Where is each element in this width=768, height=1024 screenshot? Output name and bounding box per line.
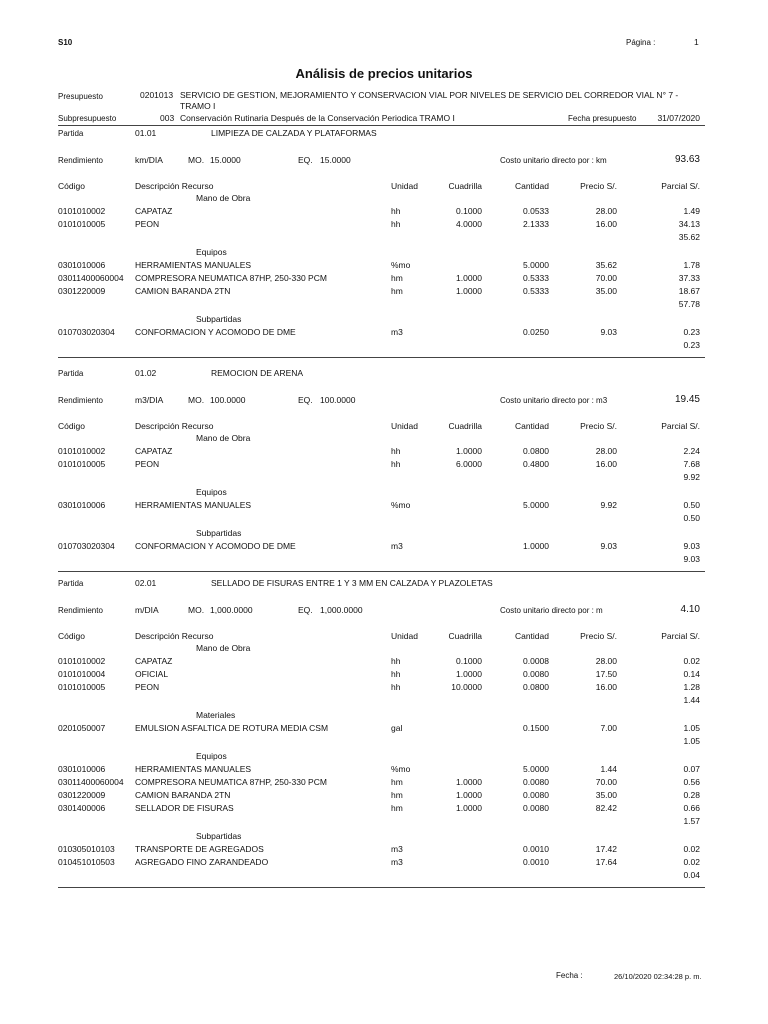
row-unit: hh xyxy=(391,459,401,469)
group-subtotal: 1.57 xyxy=(683,816,700,826)
row-cuadrilla: 4.0000 xyxy=(456,219,482,229)
column-header-cantidad: Cantidad xyxy=(514,181,549,191)
eq-label: EQ. xyxy=(298,605,313,615)
column-header-cuadrilla: Cuadrilla xyxy=(448,631,482,641)
row-parcial: 1.28 xyxy=(683,682,700,692)
row-description: CAPATAZ xyxy=(135,656,173,666)
rendimiento-label: Rendimiento xyxy=(58,606,103,615)
header-divider xyxy=(58,125,705,126)
row-code: 0301400006 xyxy=(58,803,106,813)
group-name: Mano de Obra xyxy=(196,643,251,653)
row-description: COMPRESORA NEUMATICA 87HP, 250-330 PCM xyxy=(135,273,327,283)
row-unit: m3 xyxy=(391,327,403,337)
row-cuadrilla: 0.1000 xyxy=(456,206,482,216)
column-header-cantidad: Cantidad xyxy=(514,421,549,431)
row-parcial: 0.28 xyxy=(683,790,700,800)
row-description: PEON xyxy=(135,682,160,692)
row-code: 010703020304 xyxy=(58,541,115,551)
row-precio: 35.62 xyxy=(595,260,617,270)
group-subtotal: 0.23 xyxy=(683,340,700,350)
row-precio: 16.00 xyxy=(595,459,617,469)
row-parcial: 0.56 xyxy=(683,777,700,787)
row-unit: m3 xyxy=(391,844,403,854)
group-subtotal: 57.78 xyxy=(678,299,700,309)
partida-label: Partida xyxy=(58,129,84,138)
column-header-unidad: Unidad xyxy=(391,631,418,641)
rendimiento-unit: m/DIA xyxy=(135,605,159,615)
row-description: HERRAMIENTAS MANUALES xyxy=(135,500,252,510)
eq-value: 100.0000 xyxy=(320,395,356,405)
mo-label: MO. xyxy=(188,155,205,165)
row-parcial: 0.02 xyxy=(683,857,700,867)
row-code: 0301010006 xyxy=(58,260,106,270)
row-description: SELLADOR DE FISURAS xyxy=(135,803,234,813)
partida-divider xyxy=(58,357,705,358)
eq-label: EQ. xyxy=(298,155,313,165)
row-code: 0201050007 xyxy=(58,723,106,733)
row-description: PEON xyxy=(135,459,160,469)
row-precio: 16.00 xyxy=(595,682,617,692)
row-cantidad: 5.0000 xyxy=(523,764,549,774)
row-precio: 28.00 xyxy=(595,446,617,456)
row-cuadrilla: 1.0000 xyxy=(456,669,482,679)
row-description: AGREGADO FINO ZARANDEADO xyxy=(135,857,269,867)
row-precio: 35.00 xyxy=(595,790,617,800)
group-name: Mano de Obra xyxy=(196,433,251,443)
row-unit: %mo xyxy=(391,500,411,510)
partida-divider xyxy=(58,571,705,572)
row-unit: hh xyxy=(391,446,401,456)
row-cantidad: 0.0080 xyxy=(523,669,549,679)
column-header-descripcion: Descripción Recurso xyxy=(135,421,214,431)
row-code: 0101010004 xyxy=(58,669,106,679)
row-precio: 7.00 xyxy=(600,723,617,733)
row-code: 0301220009 xyxy=(58,286,106,296)
row-unit: hh xyxy=(391,682,401,692)
group-name: Materiales xyxy=(196,710,236,720)
row-cuadrilla: 6.0000 xyxy=(456,459,482,469)
group-subtotal: 9.92 xyxy=(683,472,700,482)
row-cantidad: 0.0010 xyxy=(523,844,549,854)
row-parcial: 0.14 xyxy=(683,669,700,679)
row-unit: hm xyxy=(391,273,403,283)
row-cantidad: 0.0533 xyxy=(523,206,549,216)
row-description: HERRAMIENTAS MANUALES xyxy=(135,764,252,774)
row-parcial: 1.49 xyxy=(683,206,700,216)
group-subtotal: 1.05 xyxy=(683,736,700,746)
row-parcial: 0.02 xyxy=(683,844,700,854)
group-name: Mano de Obra xyxy=(196,193,251,203)
row-precio: 17.50 xyxy=(595,669,617,679)
software-label: S10 xyxy=(58,38,73,47)
presupuesto-description-line2: TRAMO I xyxy=(180,101,216,111)
row-description: HERRAMIENTAS MANUALES xyxy=(135,260,252,270)
column-header-codigo: Código xyxy=(58,181,85,191)
row-precio: 70.00 xyxy=(595,273,617,283)
row-code: 0301220009 xyxy=(58,790,106,800)
group-name: Subpartidas xyxy=(196,831,242,841)
costo-unitario-value: 4.10 xyxy=(680,604,700,615)
row-parcial: 0.07 xyxy=(683,764,700,774)
mo-value: 1,000.0000 xyxy=(210,605,253,615)
row-precio: 9.03 xyxy=(600,541,617,551)
row-cuadrilla: 1.0000 xyxy=(456,286,482,296)
column-header-parcial: Parcial S/. xyxy=(661,421,700,431)
column-header-cuadrilla: Cuadrilla xyxy=(448,181,482,191)
group-name: Equipos xyxy=(196,751,227,761)
group-subtotal: 0.50 xyxy=(683,513,700,523)
row-unit: hh xyxy=(391,219,401,229)
row-parcial: 0.23 xyxy=(683,327,700,337)
row-precio: 17.42 xyxy=(595,844,617,854)
column-header-descripcion: Descripción Recurso xyxy=(135,631,214,641)
row-precio: 17.64 xyxy=(595,857,617,867)
row-code: 010451010503 xyxy=(58,857,115,867)
costo-unitario-value: 93.63 xyxy=(674,154,700,165)
row-code: 0301010006 xyxy=(58,500,106,510)
column-header-codigo: Código xyxy=(58,421,85,431)
row-cuadrilla: 0.1000 xyxy=(456,656,482,666)
row-unit: m3 xyxy=(391,857,403,867)
row-code: 03011400060004 xyxy=(58,273,124,283)
mo-label: MO. xyxy=(188,395,205,405)
presupuesto-description: SERVICIO DE GESTION, MEJORAMIENTO Y CONSERVACION VIAL POR NIVELES DE SERVICIO DEL CORREDOR VIAL N° 7 - xyxy=(180,90,679,100)
costo-unitario-label: Costo unitario directo por : m xyxy=(500,606,603,615)
row-parcial: 9.03 xyxy=(683,541,700,551)
rendimiento-unit: km/DIA xyxy=(135,155,163,165)
row-cantidad: 0.0008 xyxy=(523,656,549,666)
row-precio: 16.00 xyxy=(595,219,617,229)
row-description: CAPATAZ xyxy=(135,206,173,216)
partida-label: Partida xyxy=(58,369,84,378)
row-precio: 9.03 xyxy=(600,327,617,337)
row-cantidad: 0.0080 xyxy=(523,777,549,787)
row-cantidad: 0.0080 xyxy=(523,790,549,800)
row-precio: 28.00 xyxy=(595,206,617,216)
row-cantidad: 0.5333 xyxy=(523,286,549,296)
row-unit: hm xyxy=(391,777,403,787)
row-cantidad: 5.0000 xyxy=(523,500,549,510)
row-parcial: 2.24 xyxy=(683,446,700,456)
row-precio: 70.00 xyxy=(595,777,617,787)
row-cantidad: 0.0250 xyxy=(523,327,549,337)
group-name: Equipos xyxy=(196,247,227,257)
group-name: Subpartidas xyxy=(196,528,242,538)
row-parcial: 34.13 xyxy=(678,219,700,229)
row-cantidad: 0.1500 xyxy=(523,723,549,733)
column-header-precio: Precio S/. xyxy=(580,421,617,431)
row-cantidad: 0.0800 xyxy=(523,446,549,456)
row-code: 0101010002 xyxy=(58,656,106,666)
group-subtotal: 35.62 xyxy=(678,232,700,242)
column-header-parcial: Parcial S/. xyxy=(661,631,700,641)
row-precio: 82.42 xyxy=(595,803,617,813)
row-unit: hh xyxy=(391,669,401,679)
row-precio: 9.92 xyxy=(600,500,617,510)
eq-label: EQ. xyxy=(298,395,313,405)
row-cuadrilla: 1.0000 xyxy=(456,790,482,800)
row-cantidad: 5.0000 xyxy=(523,260,549,270)
row-code: 010703020304 xyxy=(58,327,115,337)
rendimiento-unit: m3/DIA xyxy=(135,395,164,405)
row-code: 0101010005 xyxy=(58,459,106,469)
column-header-codigo: Código xyxy=(58,631,85,641)
rendimiento-label: Rendimiento xyxy=(58,396,103,405)
presupuesto-code: 0201013 xyxy=(140,90,174,100)
column-header-precio: Precio S/. xyxy=(580,181,617,191)
group-name: Subpartidas xyxy=(196,314,242,324)
partida-name: SELLADO DE FISURAS ENTRE 1 Y 3 MM EN CALZADA Y PLAZOLETAS xyxy=(211,578,493,588)
row-code: 010305010103 xyxy=(58,844,115,854)
group-subtotal: 9.03 xyxy=(683,554,700,564)
row-cantidad: 1.0000 xyxy=(523,541,549,551)
row-cantidad: 0.0800 xyxy=(523,682,549,692)
row-unit: hm xyxy=(391,790,403,800)
partida-name: REMOCION DE ARENA xyxy=(211,368,304,378)
row-parcial: 1.05 xyxy=(683,723,700,733)
group-subtotal: 1.44 xyxy=(683,695,700,705)
row-description: CAPATAZ xyxy=(135,446,173,456)
subpresupuesto-code: 003 xyxy=(160,113,175,123)
page-number: 1 xyxy=(694,37,699,47)
row-code: 0101010002 xyxy=(58,206,106,216)
row-unit: %mo xyxy=(391,260,411,270)
mo-value: 15.0000 xyxy=(210,155,241,165)
page-title: Análisis de precios unitarios xyxy=(295,66,473,81)
group-name: Equipos xyxy=(196,487,227,497)
row-description: CAMION BARANDA 2TN xyxy=(135,286,231,296)
row-precio: 28.00 xyxy=(595,656,617,666)
row-description: EMULSION ASFALTICA DE ROTURA MEDIA CSM xyxy=(135,723,329,733)
row-cantidad: 0.0010 xyxy=(523,857,549,867)
row-parcial: 0.02 xyxy=(683,656,700,666)
partida-name: LIMPIEZA DE CALZADA Y PLATAFORMAS xyxy=(211,128,377,138)
row-cuadrilla: 1.0000 xyxy=(456,273,482,283)
row-description: PEON xyxy=(135,219,160,229)
row-code: 0301010006 xyxy=(58,764,106,774)
subpresupuesto-label: Subpresupuesto xyxy=(58,114,117,123)
footer-fecha-value: 26/10/2020 02:34:28 p. m. xyxy=(614,972,702,981)
group-subtotal: 0.04 xyxy=(683,870,700,880)
eq-value: 15.0000 xyxy=(320,155,351,165)
row-cuadrilla: 1.0000 xyxy=(456,446,482,456)
row-parcial: 7.68 xyxy=(683,459,700,469)
row-unit: gal xyxy=(391,723,403,733)
row-cantidad: 2.1333 xyxy=(523,219,549,229)
footer-fecha-label: Fecha : xyxy=(556,971,583,980)
column-header-descripcion: Descripción Recurso xyxy=(135,181,214,191)
row-unit: hm xyxy=(391,803,403,813)
column-header-unidad: Unidad xyxy=(391,421,418,431)
row-cuadrilla: 10.0000 xyxy=(451,682,482,692)
partida-label: Partida xyxy=(58,579,84,588)
row-cuadrilla: 1.0000 xyxy=(456,803,482,813)
row-parcial: 37.33 xyxy=(678,273,700,283)
row-parcial: 0.66 xyxy=(683,803,700,813)
row-parcial: 1.78 xyxy=(683,260,700,270)
row-description: CONFORMACION Y ACOMODO DE DME xyxy=(135,327,296,337)
row-description: TRANSPORTE DE AGREGADOS xyxy=(135,844,264,854)
row-code: 03011400060004 xyxy=(58,777,124,787)
costo-unitario-label: Costo unitario directo por : km xyxy=(500,156,607,165)
page-label: Página : xyxy=(626,38,656,47)
column-header-precio: Precio S/. xyxy=(580,631,617,641)
row-unit: %mo xyxy=(391,764,411,774)
fecha-presupuesto-label: Fecha presupuesto xyxy=(568,114,637,123)
row-unit: hh xyxy=(391,206,401,216)
row-code: 0101010005 xyxy=(58,219,106,229)
eq-value: 1,000.0000 xyxy=(320,605,363,615)
row-unit: m3 xyxy=(391,541,403,551)
row-code: 0101010002 xyxy=(58,446,106,456)
costo-unitario-label: Costo unitario directo por : m3 xyxy=(500,396,608,405)
row-unit: hm xyxy=(391,286,403,296)
partida-code: 01.01 xyxy=(135,128,157,138)
row-precio: 1.44 xyxy=(600,764,617,774)
row-description: CAMION BARANDA 2TN xyxy=(135,790,231,800)
row-cantidad: 0.0080 xyxy=(523,803,549,813)
partida-divider xyxy=(58,887,705,888)
partida-code: 01.02 xyxy=(135,368,157,378)
column-header-cantidad: Cantidad xyxy=(514,631,549,641)
mo-value: 100.0000 xyxy=(210,395,246,405)
rendimiento-label: Rendimiento xyxy=(58,156,103,165)
row-description: COMPRESORA NEUMATICA 87HP, 250-330 PCM xyxy=(135,777,327,787)
row-description: OFICIAL xyxy=(135,669,169,679)
row-parcial: 0.50 xyxy=(683,500,700,510)
row-unit: hh xyxy=(391,656,401,666)
costo-unitario-value: 19.45 xyxy=(674,394,700,405)
mo-label: MO. xyxy=(188,605,205,615)
row-cantidad: 0.5333 xyxy=(523,273,549,283)
partida-code: 02.01 xyxy=(135,578,157,588)
row-cantidad: 0.4800 xyxy=(523,459,549,469)
column-header-parcial: Parcial S/. xyxy=(661,181,700,191)
column-header-unidad: Unidad xyxy=(391,181,418,191)
presupuesto-label: Presupuesto xyxy=(58,92,103,101)
row-cuadrilla: 1.0000 xyxy=(456,777,482,787)
row-code: 0101010005 xyxy=(58,682,106,692)
row-parcial: 18.67 xyxy=(678,286,700,296)
column-header-cuadrilla: Cuadrilla xyxy=(448,421,482,431)
row-precio: 35.00 xyxy=(595,286,617,296)
subpresupuesto-description: Conservación Rutinaria Después de la Conservación Periodica TRAMO I xyxy=(180,113,455,123)
row-description: CONFORMACION Y ACOMODO DE DME xyxy=(135,541,296,551)
fecha-presupuesto-value: 31/07/2020 xyxy=(657,113,700,123)
